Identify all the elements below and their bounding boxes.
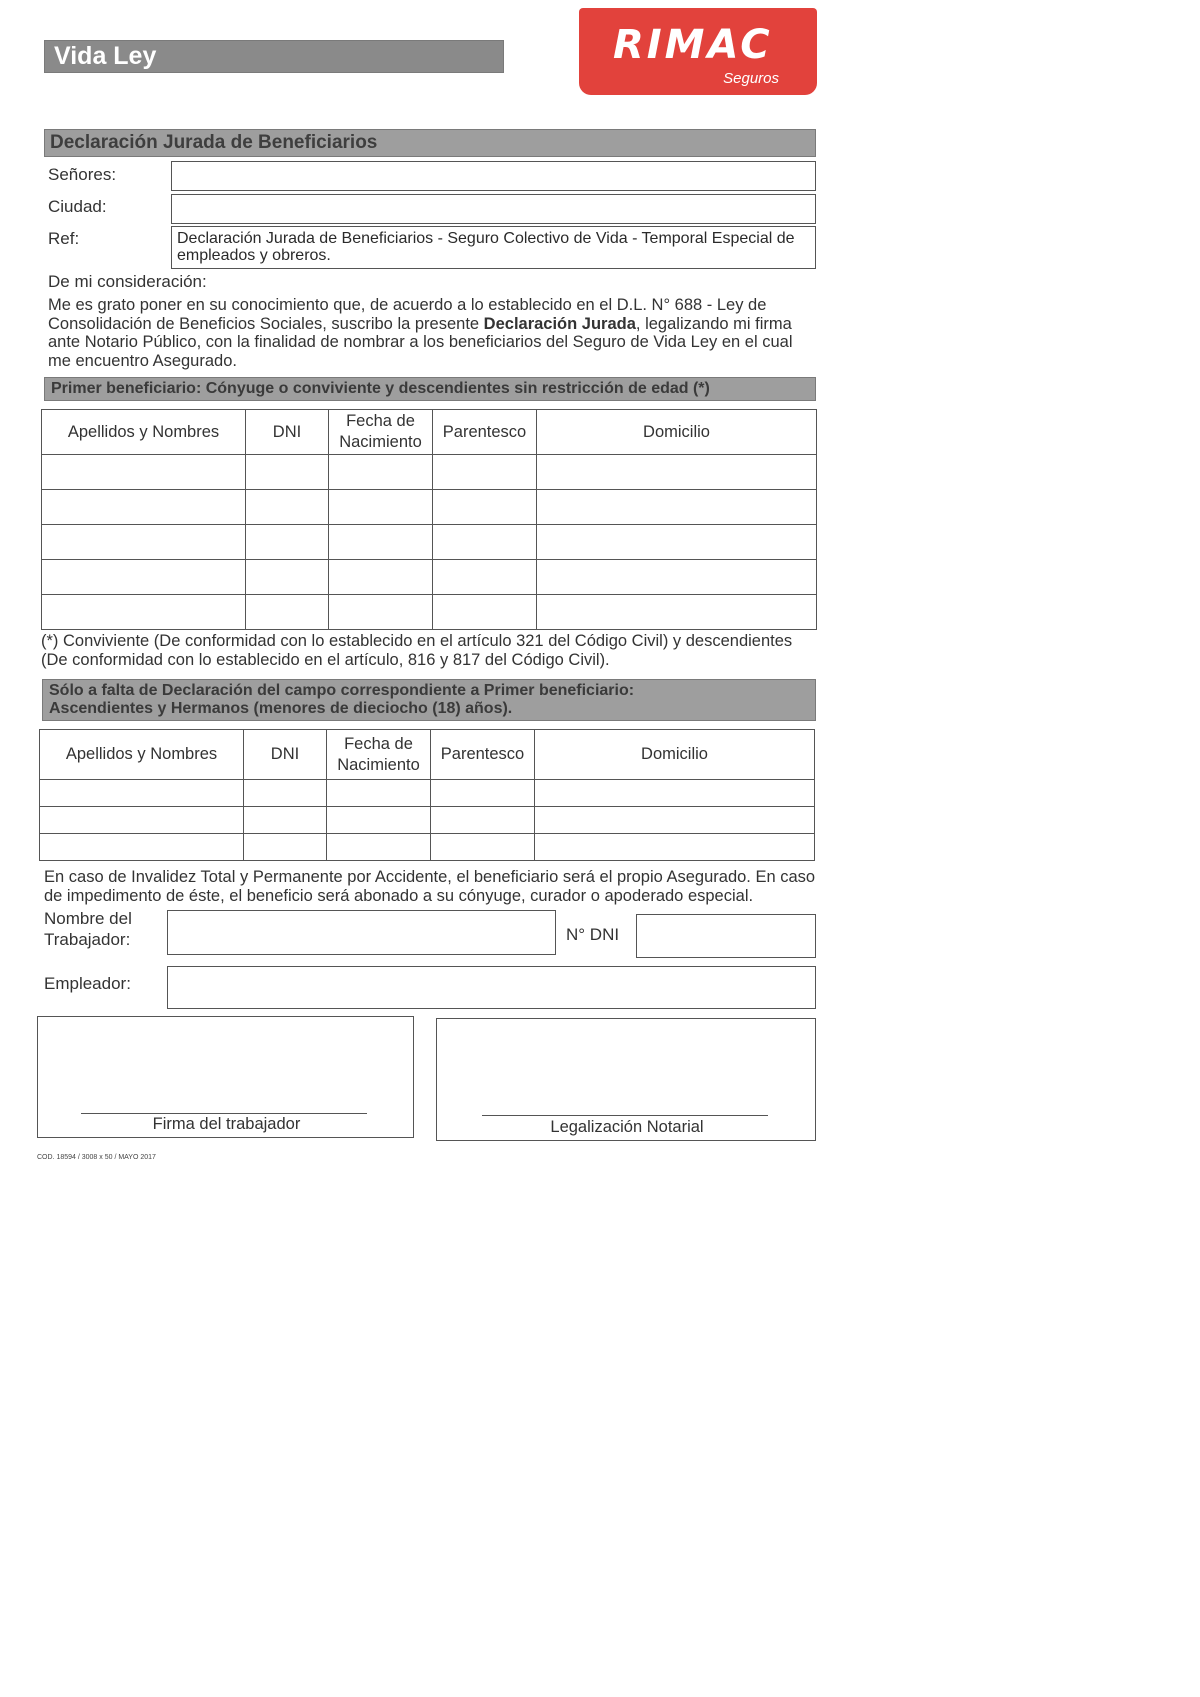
notary-signature-label: Legalización Notarial [550,1118,704,1136]
first-beneficiary-footnote: (*) Conviviente (De conformidad con lo establecido en el artículo 321 del Código Civil) y descendientes (De conformidad con lo establecido en el artículo, 816 y 817 del Código Civil). [41,632,793,669]
cell-apellidos[interactable] [42,595,246,630]
cell-domicilio[interactable] [537,595,817,630]
cell-fecha[interactable] [329,560,433,595]
col-dni: DNI [244,730,327,780]
logo-brand: RIMAC [613,22,773,68]
table-row [42,595,817,630]
ref-field: Declaración Jurada de Beneficiarios - Seguro Colectivo de Vida - Temporal Especial de empleados y obreros. [171,226,816,269]
cell-fecha[interactable] [327,807,431,834]
cell-dni[interactable] [244,807,327,834]
col-apellidos-nombres: Apellidos y Nombres [42,410,246,455]
table-row [40,807,815,834]
second-table-header [40,730,815,780]
table-row [42,560,817,595]
col-domicilio: Domicilio [535,730,815,780]
senores-label: Señores: [48,165,117,184]
table-row [42,525,817,560]
cell-dni[interactable] [246,455,329,490]
ref-label: Ref: [48,229,80,248]
cell-apellidos[interactable] [40,807,244,834]
table-row [42,490,817,525]
cell-dni[interactable] [244,780,327,807]
cell-domicilio[interactable] [537,455,817,490]
cell-parentesco[interactable] [433,490,537,525]
cell-domicilio[interactable] [537,560,817,595]
cell-dni[interactable] [246,490,329,525]
senores-field[interactable] [171,161,816,191]
signature-line [482,1115,768,1116]
logo-sub: Seguros [723,70,779,87]
col-dni: DNI [246,410,329,455]
col-domicilio: Domicilio [537,410,817,455]
cell-domicilio[interactable] [537,525,817,560]
cell-parentesco[interactable] [433,455,537,490]
second-beneficiary-title [42,679,816,721]
cell-parentesco[interactable] [433,595,537,630]
table-row [42,455,817,490]
cell-domicilio[interactable] [535,807,815,834]
first-beneficiary-title: Primer beneficiario: Cónyuge o conviviente y descendientes sin restricción de edad (*) [44,377,816,401]
employer-field[interactable] [167,966,816,1009]
cell-parentesco[interactable] [433,560,537,595]
invalidity-note: En caso de Invalidez Total y Permanente por Accidente, el beneficiario será el propio Asegurado. En caso de impedimento de éste, el beneficio será abonado a su cónyuge, curador o apoderado especial. [44,868,816,905]
cell-domicilio[interactable] [535,780,815,807]
col-fecha-nacimiento: Fecha de Nacimiento [327,730,431,780]
second-title-line1: Sólo a falta de Declaración del campo correspondiente a Primer beneficiario: [49,682,635,699]
cell-dni[interactable] [246,525,329,560]
cell-apellidos[interactable] [42,455,246,490]
second-title-line2: Ascendientes y Hermanos (menores de dieciocho (18) años). [49,700,513,717]
footer-code: COD. 18594 / 3008 x 50 / MAYO 2017 [37,1154,156,1161]
cell-domicilio[interactable] [535,834,815,861]
cell-parentesco[interactable] [431,780,535,807]
employer-label: Empleador: [44,974,131,993]
cell-dni[interactable] [246,560,329,595]
cell-apellidos[interactable] [40,780,244,807]
table-row [40,834,815,861]
col-parentesco: Parentesco [431,730,535,780]
signature-line [81,1113,367,1114]
col-parentesco: Parentesco [433,410,537,455]
cell-parentesco[interactable] [431,807,535,834]
cell-dni[interactable] [244,834,327,861]
first-table-header [42,410,817,455]
col-apellidos-nombres: Apellidos y Nombres [40,730,244,780]
cell-apellidos[interactable] [40,834,244,861]
cell-fecha[interactable] [327,834,431,861]
declaration-section-title: Declaración Jurada de Beneficiarios [44,129,816,157]
cell-parentesco[interactable] [433,525,537,560]
ciudad-label: Ciudad: [48,197,107,216]
cell-fecha[interactable] [329,595,433,630]
cell-fecha[interactable] [329,455,433,490]
worker-name-field[interactable] [167,910,556,955]
cell-fecha[interactable] [329,525,433,560]
cell-apellidos[interactable] [42,560,246,595]
table-row [40,780,815,807]
body-text-before: Me es grato poner en su conocimiento que, de acuerdo a lo establecido en el D.L. N° 688 - Ley de Consolidación de Beneficios Sociales, suscribo la presente [48,296,767,333]
cell-fecha[interactable] [327,780,431,807]
ciudad-field[interactable] [171,194,816,224]
cell-apellidos[interactable] [42,490,246,525]
worker-name-label: Nombre del Trabajador: [44,909,132,949]
body-text-bold: Declaración Jurada [483,314,636,333]
second-beneficiary-table [39,729,815,861]
col-fecha-nacimiento: Fecha de Nacimiento [329,410,433,455]
rimac-logo [579,8,817,95]
worker-dni-field[interactable] [636,914,816,958]
worker-dni-label: N° DNI [566,925,620,944]
first-beneficiary-table [41,409,817,630]
notary-signature-box[interactable] [436,1018,816,1141]
cell-parentesco[interactable] [431,834,535,861]
greeting: De mi consideración: [48,272,207,291]
worker-signature-box[interactable] [37,1016,414,1138]
cell-domicilio[interactable] [537,490,817,525]
cell-apellidos[interactable] [42,525,246,560]
body-text-after: , legalizando mi firma ante Notario Público, con la finalidad de nombrar a los beneficiarios del Seguro de Vida Ley en el cual me encuentro Asegurado. [48,314,793,370]
declaration-body [48,296,808,370]
cell-dni[interactable] [246,595,329,630]
document-title: Vida Ley [44,40,504,73]
cell-fecha[interactable] [329,490,433,525]
worker-signature-label: Firma del trabajador [152,1115,301,1133]
